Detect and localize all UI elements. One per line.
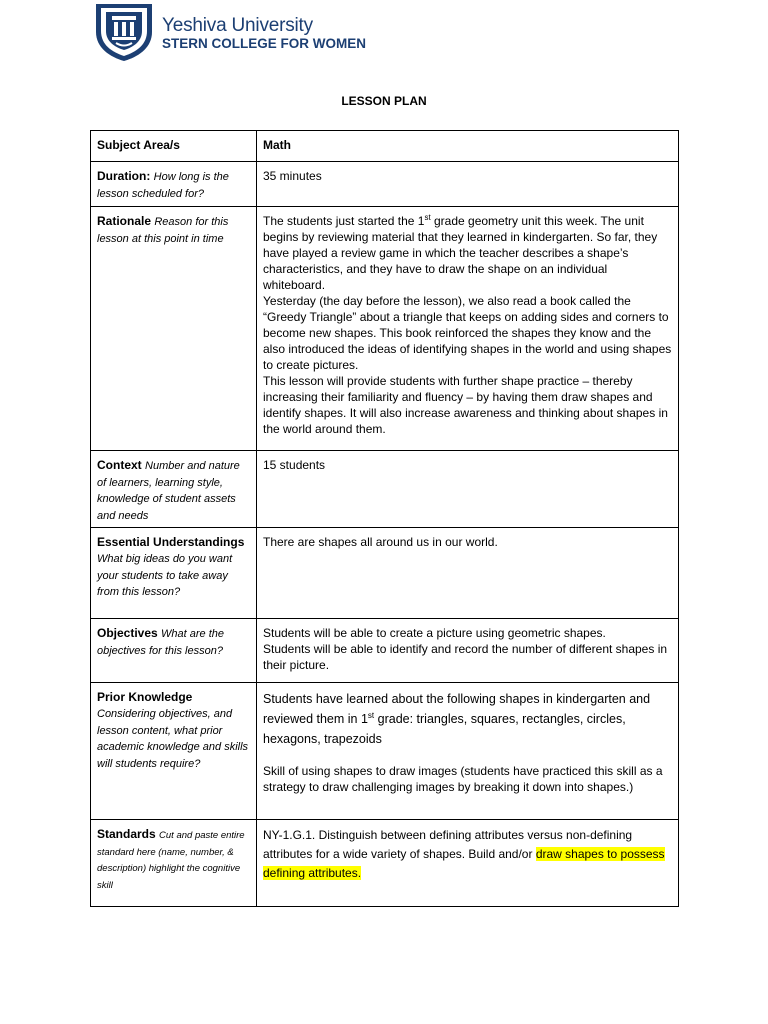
prior-p1-superscript: st	[367, 710, 375, 720]
standards-label-cell	[91, 820, 257, 907]
context-value-cell	[257, 451, 679, 528]
standards-value-cell	[257, 820, 679, 907]
objectives-paragraph-2: Students will be able to identify and record the number of different shapes in their picture.	[263, 642, 668, 672]
prior-p1-start: Students have learned about the following shapes in kindergarten and reviewed them in 1	[263, 692, 651, 726]
row-essential-understandings	[91, 528, 679, 619]
subject-value: Math	[263, 138, 291, 152]
objectives-label: Objectives	[97, 626, 158, 640]
row-standards	[91, 820, 679, 907]
college-name: STERN COLLEGE FOR WOMEN	[162, 35, 366, 51]
essential-label-cell	[91, 528, 257, 619]
subject-label-cell	[91, 131, 257, 162]
rationale-value-cell	[257, 207, 679, 451]
rationale-label-cell	[91, 207, 257, 451]
standards-label: Standards	[97, 827, 156, 841]
essential-value: There are shapes all around us in our world.	[263, 535, 498, 549]
university-seal-logo	[92, 2, 156, 62]
essential-label: Essential Understandings	[97, 535, 245, 549]
row-rationale	[91, 207, 679, 451]
rationale-p1-end: grade geometry unit this week. The unit begins by reviewing material that they learned in kindergarten. So far, they have played a review game in which the teacher describes a shape’s characteristics, and they have to draw the shape on an individual whiteboard.	[263, 214, 658, 292]
rationale-paragraph-1	[263, 213, 672, 293]
prior-hint: Considering objectives, and lesson content, what prior academic knowledge and skills will students require?	[97, 708, 249, 770]
duration-value: 35 minutes	[263, 169, 322, 183]
duration-label: Duration:	[97, 169, 151, 183]
essential-hint: What big ideas do you want your students to take away from this lesson?	[97, 553, 233, 598]
rationale-paragraph-3: This lesson will provide students with further shape practice – thereby increasing their familiarity and fluency – by having them draw shapes and identify shapes. It will also increase awareness and thinking about shapes in the world around them.	[263, 374, 668, 436]
row-duration	[91, 162, 679, 207]
context-label-cell	[91, 451, 257, 528]
standards-hint: Cut and paste entire standard here (name, number, & description) highlight the cognitive skill	[97, 830, 245, 891]
objectives-value-cell	[257, 619, 679, 683]
duration-value-cell	[257, 162, 679, 207]
essential-value-cell	[257, 528, 679, 619]
row-prior-knowledge	[91, 683, 679, 820]
row-subject	[91, 131, 679, 162]
subject-label: Subject Area/s	[97, 138, 180, 152]
prior-label: Prior Knowledge	[97, 690, 193, 704]
duration-label-cell	[91, 162, 257, 207]
rationale-p1-start: The students just started the 1	[263, 214, 425, 228]
document-title: LESSON PLAN	[341, 94, 427, 108]
row-context	[91, 451, 679, 528]
header	[92, 2, 366, 62]
objectives-hint: What are the objectives for this lesson?	[97, 628, 225, 657]
context-hint: Number and nature of learners, learning style, knowledge of student assets and needs	[97, 460, 240, 522]
objectives-paragraph-1: Students will be able to create a picture using geometric shapes.	[263, 626, 606, 640]
prior-p1-end: grade: triangles, squares, rectangles, circles, hexagons, trapezoids	[263, 712, 626, 746]
standards-text: NY-1.G.1. Distinguish between defining attributes versus non-defining attributes for a wide variety of shapes. Build and/or	[263, 828, 633, 861]
paragraph-spacer	[263, 749, 672, 763]
context-value: 15 students	[263, 458, 326, 472]
duration-hint: How long is the lesson scheduled for?	[97, 171, 229, 200]
rationale-p1-superscript: st	[424, 213, 431, 222]
row-objectives	[91, 619, 679, 683]
context-label: Context	[97, 458, 142, 472]
rationale-label: Rationale	[97, 214, 152, 228]
prior-label-cell	[91, 683, 257, 820]
subject-value-cell	[257, 131, 679, 162]
prior-value-cell	[257, 683, 679, 820]
rationale-hint: Reason for this lesson at this point in time	[97, 216, 229, 245]
brand-text	[162, 15, 366, 52]
rationale-paragraph-2: Yesterday (the day before the lesson), we also read a book called the “Greedy Triangle” about a triangle that keeps on adding sides and corners to become new shapes. This book reinforced the shapes they know and the also introduced the ideas of identifying shapes in the world and using shapes to create pictures.	[263, 294, 672, 372]
objectives-label-cell	[91, 619, 257, 683]
lesson-plan-table	[90, 130, 679, 907]
standards-highlight: draw shapes to possess defining attributes.	[263, 847, 665, 880]
university-name: Yeshiva University	[162, 14, 313, 36]
prior-paragraph-2: Skill of using shapes to draw images (students have practiced this skill as a strategy to draw challenging images by breaking it down into shapes.)	[263, 764, 663, 794]
prior-paragraph-1	[263, 689, 672, 749]
